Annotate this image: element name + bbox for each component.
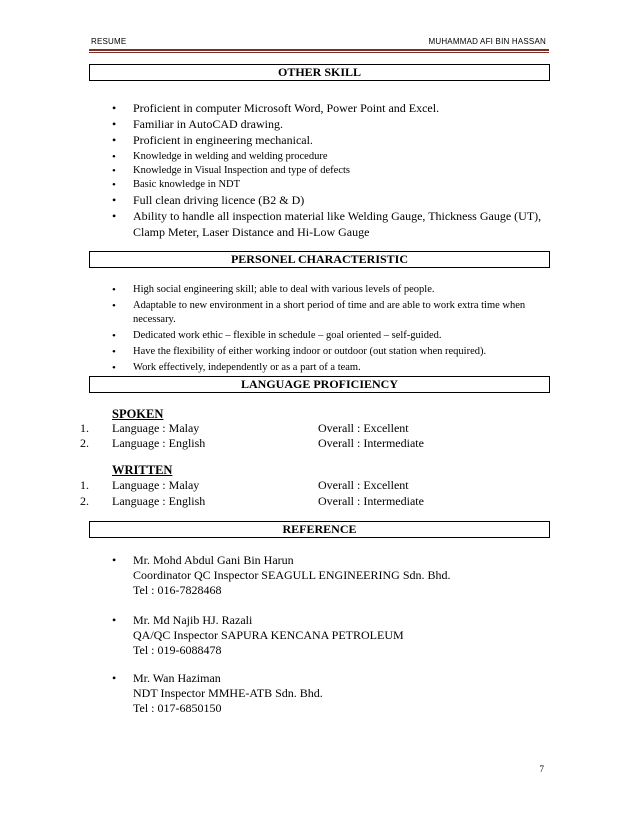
list-item: • Knowledge in welding and welding procedure [112, 150, 542, 164]
reference-role: Coordinator QC Inspector SEAGULL ENGINEERING Sdn. Bhd. [133, 568, 451, 582]
overall-level: Overall : Excellent [318, 421, 409, 435]
reference-name: Mr. Wan Haziman [133, 671, 221, 685]
header-rule [89, 49, 549, 51]
header-right-name: MUHAMMAD AFI BIN HASSAN [428, 37, 546, 46]
reference-role: QA/QC Inspector SAPURA KENCANA PETROLEUM [133, 628, 404, 642]
bullet-icon: • [112, 553, 117, 567]
reference-tel: Tel : 019-6088478 [133, 643, 222, 657]
other-skill-list-c [112, 192, 542, 240]
row-number: 2. [80, 494, 89, 508]
header-left-label: RESUME [91, 37, 127, 46]
list-item: • Adaptable to new environment in a short period of time and are able to work extra time when necessary. [112, 299, 542, 327]
section-title-personel: PERSONEL CHARACTERISTIC [89, 251, 550, 268]
list-item: • Ability to handle all inspection material like Welding Gauge, Thickness Gauge (UT), Clamp Meter, Laser Distance and Hi-Low Gauge [112, 208, 542, 240]
list-item: • Knowledge in Visual Inspection and type of defects [112, 164, 542, 178]
row-number: 1. [80, 478, 89, 492]
list-item: • Full clean driving licence (B2 & D) [112, 192, 542, 208]
language-label: Language : Malay [112, 421, 200, 435]
page-number: 7 [539, 764, 544, 774]
reference-name: Mr. Md Najib HJ. Razali [133, 613, 253, 627]
language-label: Language : Malay [112, 478, 200, 492]
list-item: • Basic knowledge in NDT [112, 178, 542, 192]
personel-list [112, 283, 542, 375]
section-title-other-skill: OTHER SKILL [89, 64, 550, 81]
row-number: 1. [80, 421, 89, 435]
reference-role: NDT Inspector MMHE-ATB Sdn. Bhd. [133, 686, 323, 700]
overall-level: Overall : Intermediate [318, 436, 424, 450]
language-label: Language : English [112, 494, 206, 508]
other-skill-list-a [112, 100, 542, 148]
list-item: • Proficient in computer Microsoft Word, Power Point and Excel. [112, 100, 542, 116]
bullet-icon: • [112, 613, 117, 627]
list-item: • Familiar in AutoCAD drawing. [112, 116, 542, 132]
reference-name: Mr. Mohd Abdul Gani Bin Harun [133, 553, 294, 567]
row-number: 2. [80, 436, 89, 450]
overall-level: Overall : Intermediate [318, 494, 424, 508]
list-item: • Dedicated work ethic – flexible in schedule – goal oriented – self-guided. [112, 329, 542, 343]
bullet-icon: • [112, 671, 117, 685]
list-item: • Proficient in engineering mechanical. [112, 132, 542, 148]
header-rule-thin [89, 52, 549, 53]
list-item: • High social engineering skill; able to deal with various levels of people. [112, 283, 542, 297]
list-item: • Have the flexibility of either working indoor or outdoor (out station when required). [112, 345, 542, 359]
section-title-language: LANGUAGE PROFICIENCY [89, 376, 550, 393]
reference-tel: Tel : 016-7828468 [133, 583, 222, 597]
language-label: Language : English [112, 436, 206, 450]
reference-entry [112, 671, 542, 716]
reference-tel: Tel : 017-6850150 [133, 701, 222, 715]
reference-entry [112, 613, 542, 658]
list-item: • Work effectively, independently or as a part of a team. [112, 361, 542, 375]
section-title-reference: REFERENCE [89, 521, 550, 538]
spoken-heading: SPOKEN [112, 407, 164, 421]
other-skill-list-b [112, 150, 542, 192]
reference-entry [112, 553, 542, 598]
overall-level: Overall : Excellent [318, 478, 409, 492]
written-heading: WRITTEN [112, 463, 173, 477]
